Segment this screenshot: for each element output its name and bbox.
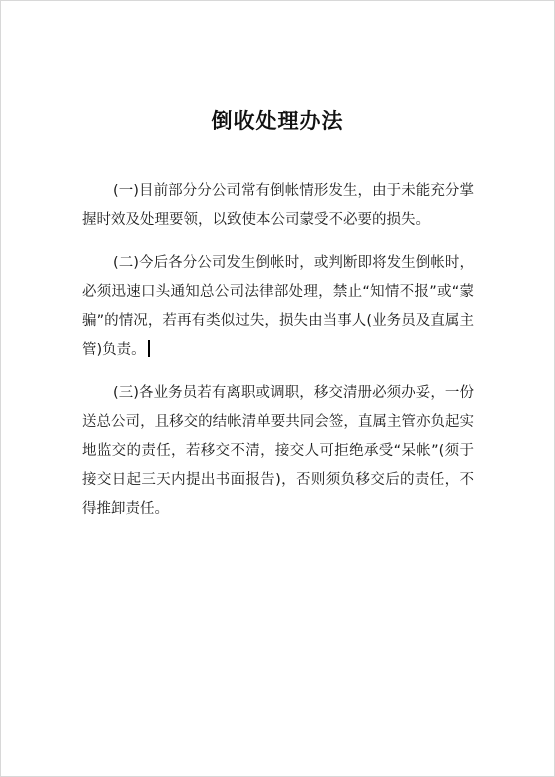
paragraph-3 (82, 379, 474, 524)
document-body[interactable] (82, 177, 474, 538)
document-title: 倒收处理办法 (211, 108, 344, 133)
paragraph-3-text: (三)各业务员若有离职或调职，移交清册必须办妥，一份送总公司，且移交的结帐清单要共同会签，直属主管亦负起实地监交的责任，若移交不清，接交人可拒绝承受“呆帐”(须于接交日起三天内提出书面报告)，否则须负移交后的责任，不得推卸责任。 (82, 385, 474, 517)
paragraph-2-text: (二)今后各分公司发生倒帐时，或判断即将发生倒帐时，必须迅速口头通知总公司法律部处理，禁止“知情不报”或“蒙骗”的情况，若再有类似过失，损失由当事人(业务员及直属主管)负责。 (82, 255, 474, 358)
paragraph-2 (82, 249, 474, 365)
text-cursor (148, 340, 150, 357)
paragraph-1-text: (一)目前部分分公司常有倒帐情形发生，由于未能充分掌握时效及处理要领，以致使本公司蒙受不必要的损失。 (82, 183, 474, 228)
paragraph-1 (82, 177, 474, 235)
